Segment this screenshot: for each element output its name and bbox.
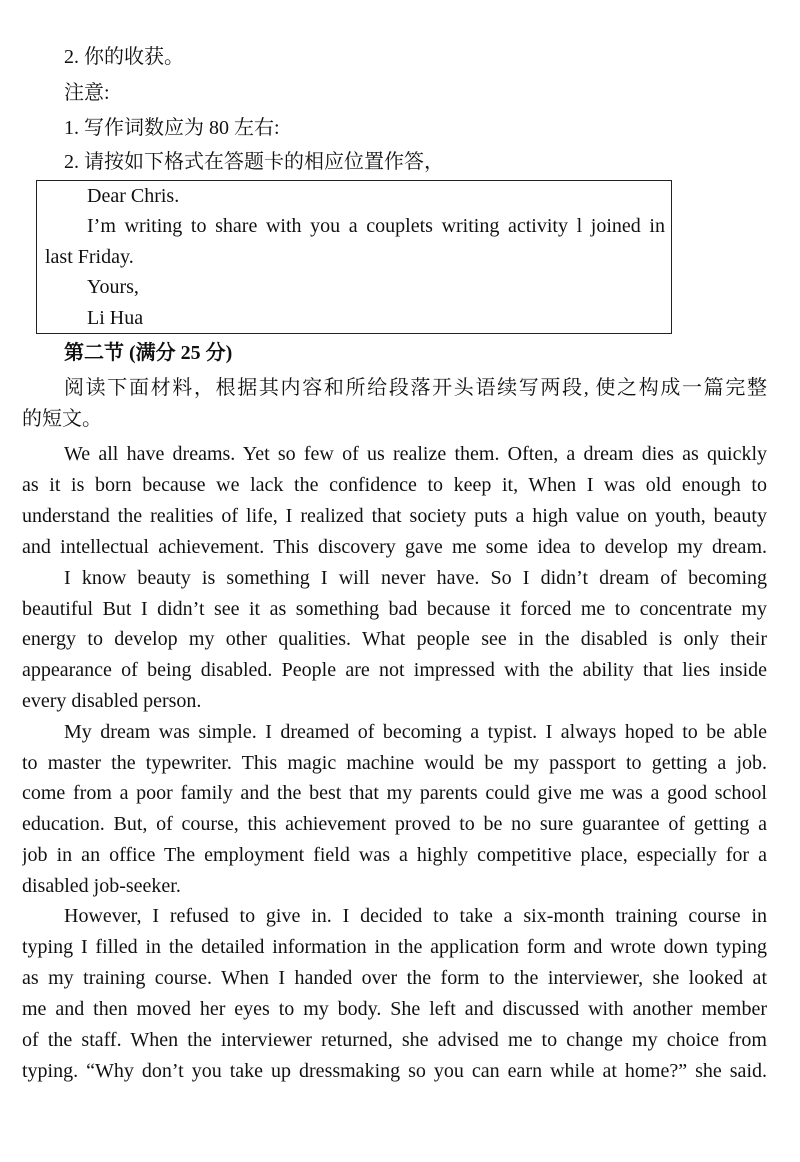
para4-line3: as my training course. When I handed over the form to the interviewer, she looked at (22, 967, 767, 989)
para3-line4: education. But, of course, this achievement proved to be no sure guarantee of getting a (22, 813, 767, 835)
task-item-2: 2. 你的收获。 (64, 46, 184, 68)
section-title: 第二节 (满分 25 分) (64, 342, 233, 364)
para2-line1: I know beauty is something I will never have. So I didn’t dream of becoming (64, 567, 767, 589)
para1-line4: and intellectual achievement. This discovery gave me some idea to develop my dream. (22, 536, 767, 558)
section-instruction-line2: 的短文。 (22, 408, 102, 430)
para2-line5: every disabled person. (22, 690, 202, 712)
para3-line3: come from a poor family and the best that my parents could give me was a good school (22, 782, 767, 804)
para1-line2: as it is born because we lack the confidence to keep it, When I was old enough to (22, 474, 767, 496)
para4-line2: typing I filled in the detailed information in the application form and wrote down typing (22, 936, 767, 958)
letter-body-line2: last Friday. (45, 246, 134, 268)
para1-line1: We all have dreams. Yet so few of us realize them. Often, a dream dies as quickly (64, 443, 767, 465)
para4-line1: However, I refused to give in. I decided to take a six-month training course in (64, 905, 767, 927)
notes-heading: 注意: (64, 82, 110, 104)
para4-line5: of the staff. When the interviewer returned, she advised me to change my choice from (22, 1029, 767, 1051)
para3-line1: My dream was simple. I dreamed of becoming a typist. I always hoped to be able (64, 721, 767, 743)
letter-closing: Yours, (87, 276, 139, 298)
note-word-count: 1. 写作词数应为 80 左右: (64, 117, 280, 139)
letter-template-box (36, 180, 672, 334)
para2-line2: beautiful But I didn’t see it as something bad because it forced me to concentrate my (22, 598, 767, 620)
letter-greeting: Dear Chris. (87, 185, 180, 207)
para3-line5: job in an office The employment field was a highly competitive place, especially for a (22, 844, 767, 866)
letter-body-line1: I’m writing to share with you a couplets writing activity l joined in (87, 215, 665, 237)
para2-line3: energy to develop my other qualities. What people see in the disabled is only their (22, 628, 767, 650)
para3-line2: to master the typewriter. This magic machine would be my passport to getting a job. (22, 752, 767, 774)
note-format: 2. 请按如下格式在答题卡的相应位置作答， (64, 151, 444, 173)
para4-line6: typing. “Why don’t you take up dressmaking so you can earn while at home?” she said. (22, 1060, 767, 1082)
para2-line4: appearance of being disabled. People are not impressed with the ability that lies inside (22, 659, 767, 681)
para1-line3: understand the realities of life, I realized that society puts a high value on youth, beauty (22, 505, 767, 527)
para4-line4: me and then moved her eyes to my body. She left and discussed with another member (22, 998, 767, 1020)
section-instruction-line1: 阅读下面材料，根据其内容和所给段落开头语续写两段, 使之构成一篇完整 (64, 377, 767, 399)
para3-line6: disabled job-seeker. (22, 875, 181, 897)
letter-signature: Li Hua (87, 307, 144, 329)
